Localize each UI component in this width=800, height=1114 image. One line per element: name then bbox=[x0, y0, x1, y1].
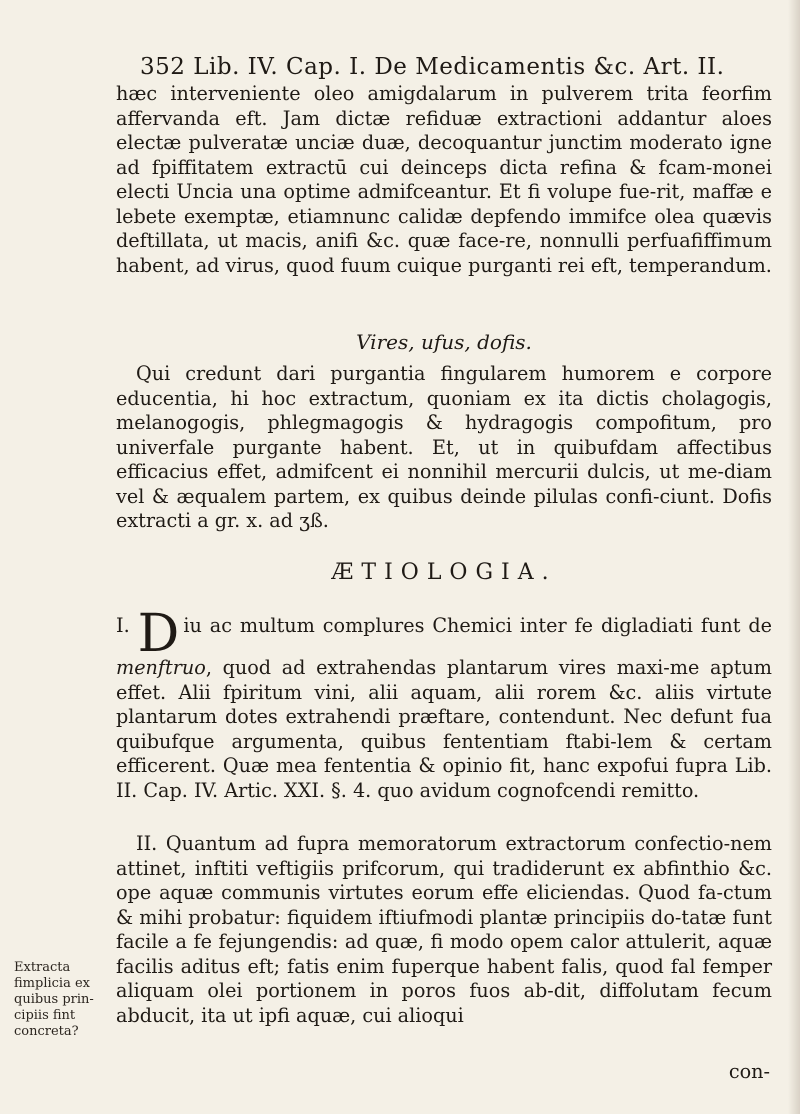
paragraph-2-text: Qui credunt dari purgantia fingularem humorem e corpore educentia, hi hoc extractum, quoniam ex ita dictis cholagogis, melanogogis, phlegmagogis & hydragogis compofitum, pro univerfale purgante habent. Et, ut in quibufdam affectibus efficacius effet, admifcent ei nonnihil mercurii dulcis, ut me-diam vel & æqualem partem, ex quibus deinde pilulas confi-ciunt. Dofis extracti a gr. x. ad ʒß. bbox=[116, 362, 772, 532]
marginal-note-line: Extracta bbox=[14, 960, 71, 975]
marginal-note-line: concreta? bbox=[14, 1024, 79, 1039]
drop-cap: D bbox=[137, 604, 180, 664]
paragraph-3-text bbox=[116, 604, 772, 803]
page-edge-shadow bbox=[788, 0, 800, 1114]
italic-term: menftruo bbox=[116, 656, 206, 679]
marginal-note-line: cipiis fint bbox=[14, 1008, 76, 1023]
paragraph-number: I. bbox=[116, 614, 130, 637]
paragraph-1 bbox=[116, 82, 772, 278]
section-heading-aetiologia: ÆTIOLOGIA. bbox=[331, 560, 557, 585]
paragraph-4 bbox=[116, 832, 772, 1028]
catchword: con- bbox=[728, 1060, 770, 1083]
paragraph-3-body: , quod ad extrahendas plantarum vires maxi-me aptum effet. Alii fpiritum vini, alii aquam, alii rorem &c. aliis virtute plantarum dotes extrahendi præftare, contendunt. Nec defunt fua quibufque argumenta, quibus fententiam ftabi-lem & certam efficerent. Quæ mea fententia & opinio fit, hanc expofui fupra Lib. II. Cap. IV. Artic. XXI. §. 4. quo avidum cognofcendi remitto. bbox=[116, 656, 772, 802]
paragraph-3 bbox=[116, 604, 772, 803]
paragraph-1-text: hæc interveniente oleo amigdalarum in pulverem trita feorfim affervanda eft. Jam dictæ refiduæ extractioni addantur aloes electæ pulveratæ unciæ duæ, decoquantur junctim moderato igne ad fpiffitatem extractū cui deinceps dicta refina & fcam-monei electi Uncia una optime admifceantur. Et fi volupe fue-rit, maffæ e lebete exemptæ, etiamnunc calidæ depfendo immifce olea quævis deftillata, ut macis, anifi &c. quæ face-re, nonnulli perfuafiffimum habent, ad virus, quod fuum cuique purganti rei eft, temperandum. bbox=[116, 82, 772, 277]
paragraph-3-lead: iu ac multum complures Chemici inter fe digladiati funt de bbox=[183, 614, 772, 637]
paragraph-4-text: II. Quantum ad fupra memoratorum extractorum confectio-nem attinet, inftiti veftigiis prifcorum, qui tradiderunt ex abfinthio &c. ope aquæ communis virtutes eorum effe eliciendas. Quod fa-ctum & mihi probatur: fiquidem iftiufmodi plantæ principiis do-tatæ funt facile a fe fejungendis: ad quæ, fi modo opem calor attulerit, aquæ facilis aditus eft; fatis enim fuperque habent falis, quod fal femper aliquam olei portionem in poros fuos ab-dit, diffolutam fecum abducit, ita ut ipfi aquæ, cui alioqui bbox=[116, 832, 772, 1027]
section-heading-vires: Vires, ufus, dofis. bbox=[356, 330, 532, 354]
marginal-note bbox=[14, 960, 110, 1040]
marginal-note-line: fimplicia ex bbox=[14, 976, 90, 991]
running-head: 352 Lib. IV. Cap. I. De Medicamentis &c. Art. II. bbox=[140, 54, 725, 80]
paragraph-2 bbox=[116, 362, 772, 534]
marginal-note-line: quibus prin- bbox=[14, 992, 94, 1007]
